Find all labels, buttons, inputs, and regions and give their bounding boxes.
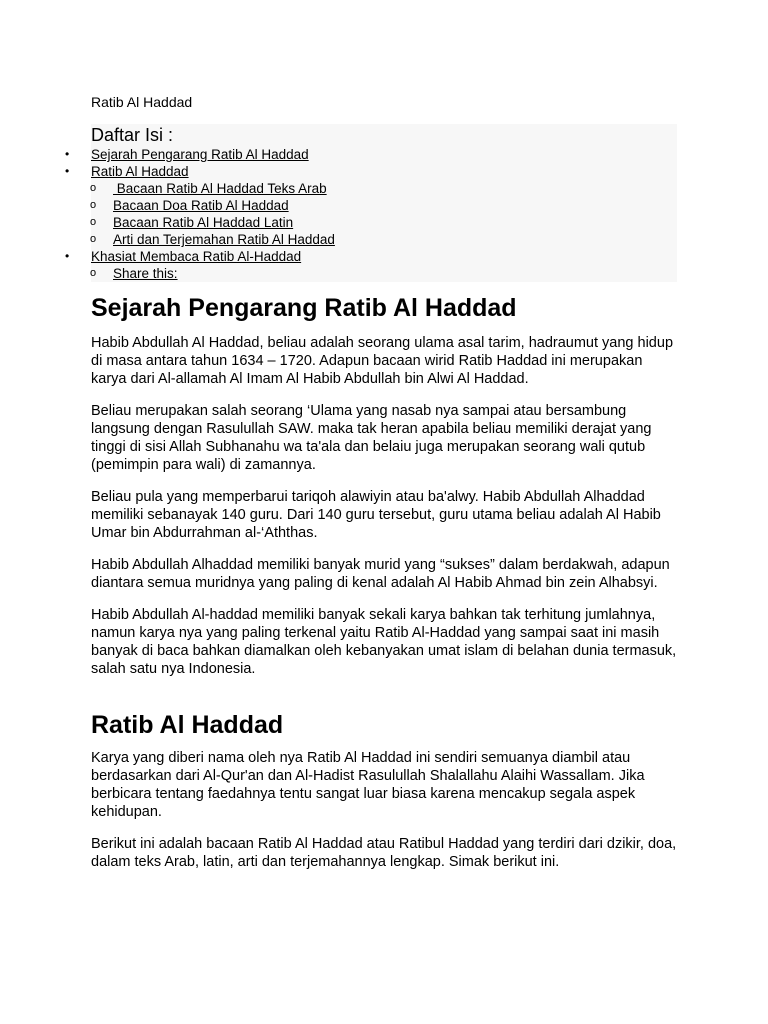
paragraph: Habib Abdullah Al Haddad, beliau adalah seorang ulama asal tarim, hadraumut yang hidup di masa antara tahun 1634 – 1720. Adapun bacaan wirid Ratib Haddad ini merupakan karya dari Al-allamah Al Imam Al Habib Abdullah bin Alwi Al Haddad.: [91, 335, 674, 387]
bullet-icon: •: [65, 164, 70, 178]
document-title: Ratib Al Haddad: [91, 94, 193, 110]
toc-item-latin: [91, 214, 677, 231]
toc-item-khasiat: [65, 248, 677, 265]
paragraph: Beliau merupakan salah seorang ‘Ulama yang nasab nya sampai atau bersambung langsung dengan Rasulullah SAW. maka tak heran apabila beliau memiliki derajat yang tinggi di sisi Allah Subhanahu wa ta'ala dan belaiu juga merupakan seorang wali qutub (pemimpin para wali) di zamannya.: [91, 403, 652, 473]
toc-item-terjemahan: [91, 231, 677, 248]
paragraph: Berikut ini adalah bacaan Ratib Al Haddad atau Ratibul Haddad yang terdiri dari dzikir, doa, dalam teks Arab, latin, arti dan terjemahannya lengkap. Simak berikut ini.: [91, 836, 677, 870]
circle-bullet-icon: o: [90, 233, 97, 245]
toc-link-doa[interactable]: Bacaan Doa Ratib Al Haddad: [113, 198, 289, 213]
bullet-icon: •: [65, 249, 70, 263]
toc-link-latin[interactable]: Bacaan Ratib Al Haddad Latin: [113, 215, 294, 230]
section-ratib: [91, 710, 677, 871]
toc-link-terjemahan[interactable]: Arti dan Terjemahan Ratib Al Haddad: [113, 232, 335, 247]
section-sejarah: [91, 293, 677, 678]
circle-bullet-icon: o: [90, 182, 97, 194]
paragraph: Karya yang diberi nama oleh nya Ratib Al Haddad ini sendiri semuanya diambil atau berdasarkan dari Al-Qur'an dan Al-Hadist Rasulullah Shalallahu Alaihi Wassallam. Jika berbicara tentang faedahnya tentu sangat luar biasa karena mencakup segala aspek kehidupan.: [91, 750, 645, 820]
section-heading: Sejarah Pengarang Ratib Al Haddad: [91, 294, 517, 322]
section-heading: Ratib Al Haddad: [91, 711, 284, 739]
toc-list: [65, 146, 677, 282]
bullet-icon: •: [65, 147, 70, 161]
toc-link-share[interactable]: Share this:: [113, 266, 178, 281]
toc-item-share: [91, 265, 677, 282]
circle-bullet-icon: o: [90, 199, 97, 211]
toc-item-doa: [91, 197, 677, 214]
toc-link-sejarah[interactable]: Sejarah Pengarang Ratib Al Haddad: [91, 147, 309, 162]
toc-item-teks-arab: [91, 180, 677, 197]
circle-bullet-icon: o: [90, 216, 97, 228]
paragraph: Habib Abdullah Alhaddad memiliki banyak murid yang “sukses” dalam berdakwah, adapun diantara semua muridnya yang paling di kenal adalah Al Habib Ahmad bin zein Alhabsyi.: [91, 557, 670, 591]
circle-bullet-icon: o: [90, 267, 97, 279]
toc-link-teks-arab[interactable]: Bacaan Ratib Al Haddad Teks Arab: [113, 181, 327, 196]
toc-item-ratib: [65, 163, 677, 180]
toc-heading: Daftar Isi :: [91, 125, 174, 145]
toc-item-sejarah: [65, 146, 677, 163]
paragraph: Habib Abdullah Al-haddad memiliki banyak sekali karya bahkan tak terhitung jumlahnya, namun karya nya yang paling terkenal yaitu Ratib Al-Haddad yang sampai saat ini masih banyak di baca bahkan diamalkan oleh kebanyakan umat islam di belahan dunia termasuk, salah satu nya Indonesia.: [91, 607, 677, 677]
toc-link-khasiat[interactable]: Khasiat Membaca Ratib Al-Haddad: [91, 249, 302, 264]
paragraph: Beliau pula yang memperbarui tariqoh alawiyin atau ba'alwy. Habib Abdullah Alhaddad memiliki sebanayak 140 guru. Dari 140 guru tersebut, guru utama beliau adalah Al Habib Umar bin Abdurrahman al-‘Aththas.: [91, 489, 661, 541]
toc-link-ratib[interactable]: Ratib Al Haddad: [91, 164, 189, 179]
